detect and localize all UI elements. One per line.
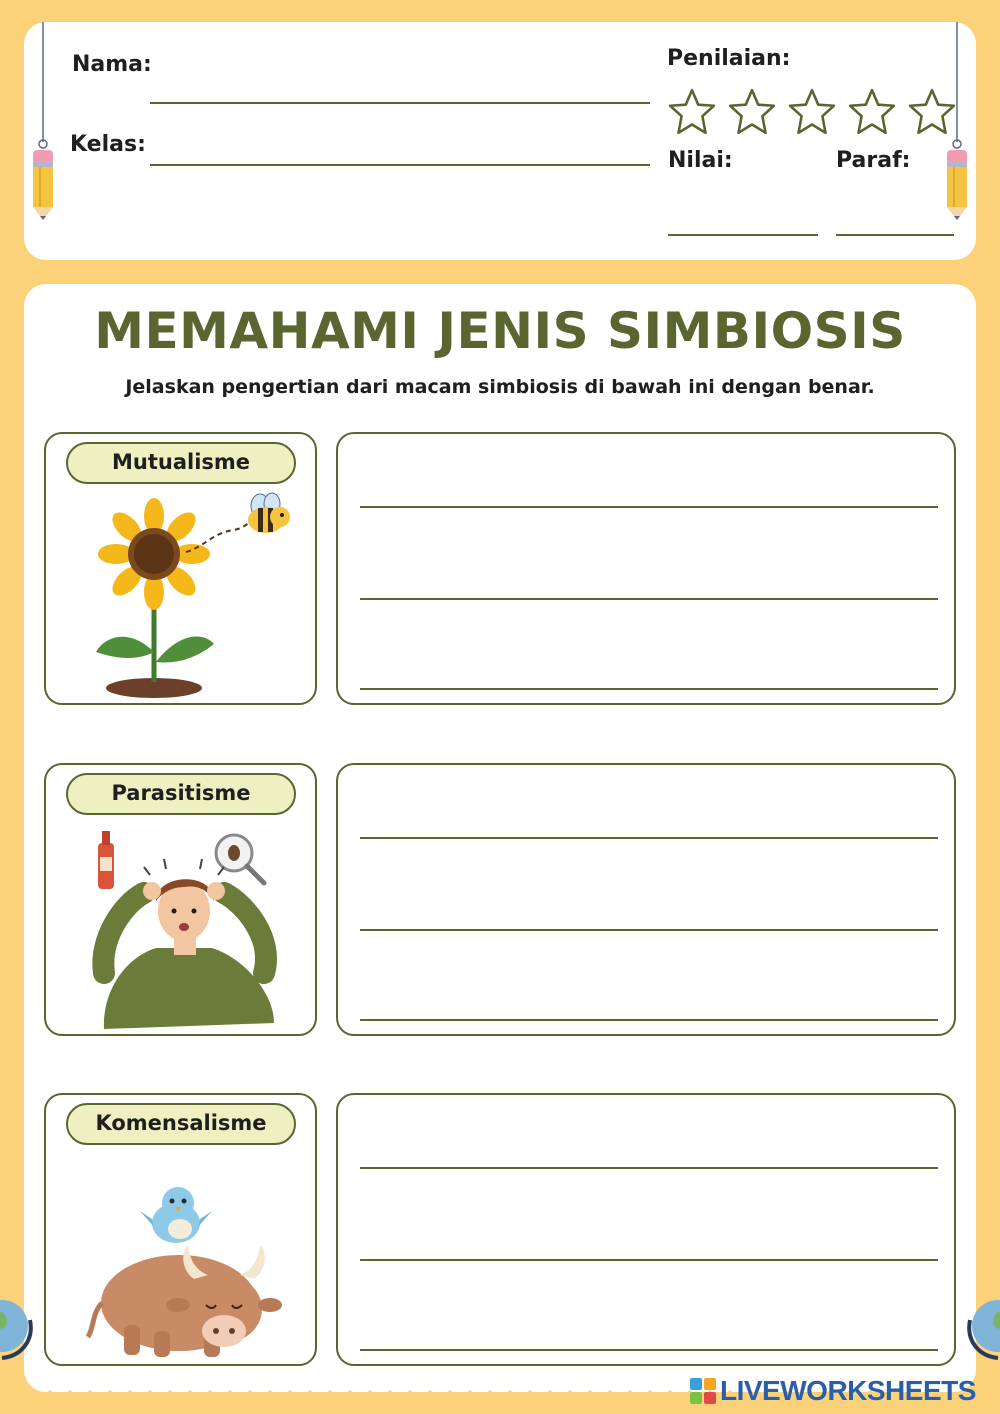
liveworksheets-logo[interactable] bbox=[690, 1374, 976, 1408]
star-icon[interactable] bbox=[786, 86, 838, 138]
symbiosis-type-label: Komensalisme bbox=[66, 1103, 296, 1145]
sunflower-bee-icon bbox=[74, 492, 294, 698]
header-card bbox=[24, 22, 976, 260]
worksheet-title: MEMAHAMI JENIS SIMBIOSIS bbox=[94, 302, 906, 360]
symbiosis-card-komensalisme bbox=[44, 1093, 317, 1366]
pencil-icon bbox=[28, 22, 58, 222]
answer-line[interactable] bbox=[360, 929, 938, 931]
answer-box-komensalisme[interactable] bbox=[336, 1093, 956, 1366]
worksheet-card bbox=[24, 284, 976, 1392]
worksheet-instruction: Jelaskan pengertian dari macam simbiosis di bawah ini dengan benar. bbox=[125, 376, 875, 398]
symbiosis-type-label: Parasitisme bbox=[66, 773, 296, 815]
globe-icon bbox=[0, 1296, 36, 1364]
signature-label: Paraf: bbox=[836, 148, 911, 173]
class-label: Kelas: bbox=[70, 132, 146, 157]
answer-box-mutualisme[interactable] bbox=[336, 432, 956, 705]
answer-line[interactable] bbox=[360, 688, 938, 690]
name-input-line[interactable] bbox=[150, 102, 650, 104]
answer-line[interactable] bbox=[360, 837, 938, 839]
star-icon[interactable] bbox=[666, 86, 718, 138]
star-icon[interactable] bbox=[846, 86, 898, 138]
bird-buffalo-icon bbox=[74, 1153, 294, 1359]
pencil-icon bbox=[942, 22, 972, 222]
symbiosis-type-label: Mutualisme bbox=[66, 442, 296, 484]
score-label: Nilai: bbox=[668, 148, 733, 173]
symbiosis-card-parasitisme bbox=[44, 763, 317, 1036]
answer-line[interactable] bbox=[360, 1167, 938, 1169]
brand-name: LIVEWORKSHEETS bbox=[720, 1375, 976, 1406]
signature-input-line[interactable] bbox=[836, 234, 954, 236]
answer-box-parasitisme[interactable] bbox=[336, 763, 956, 1036]
answer-line[interactable] bbox=[360, 598, 938, 600]
answer-line[interactable] bbox=[360, 1019, 938, 1021]
globe-icon bbox=[964, 1296, 1000, 1364]
answer-line[interactable] bbox=[360, 506, 938, 508]
star-icon[interactable] bbox=[726, 86, 778, 138]
class-input-line[interactable] bbox=[150, 164, 650, 166]
name-label: Nama: bbox=[72, 52, 152, 77]
score-input-line[interactable] bbox=[668, 234, 818, 236]
top-zigzag-border bbox=[0, 0, 1000, 24]
symbiosis-card-mutualisme bbox=[44, 432, 317, 705]
liveworksheets-logo-icon bbox=[690, 1378, 716, 1404]
rating-stars[interactable] bbox=[666, 86, 958, 138]
answer-line[interactable] bbox=[360, 1349, 938, 1351]
person-lice-icon bbox=[74, 823, 294, 1029]
answer-line[interactable] bbox=[360, 1259, 938, 1261]
rating-label: Penilaian: bbox=[667, 46, 791, 71]
